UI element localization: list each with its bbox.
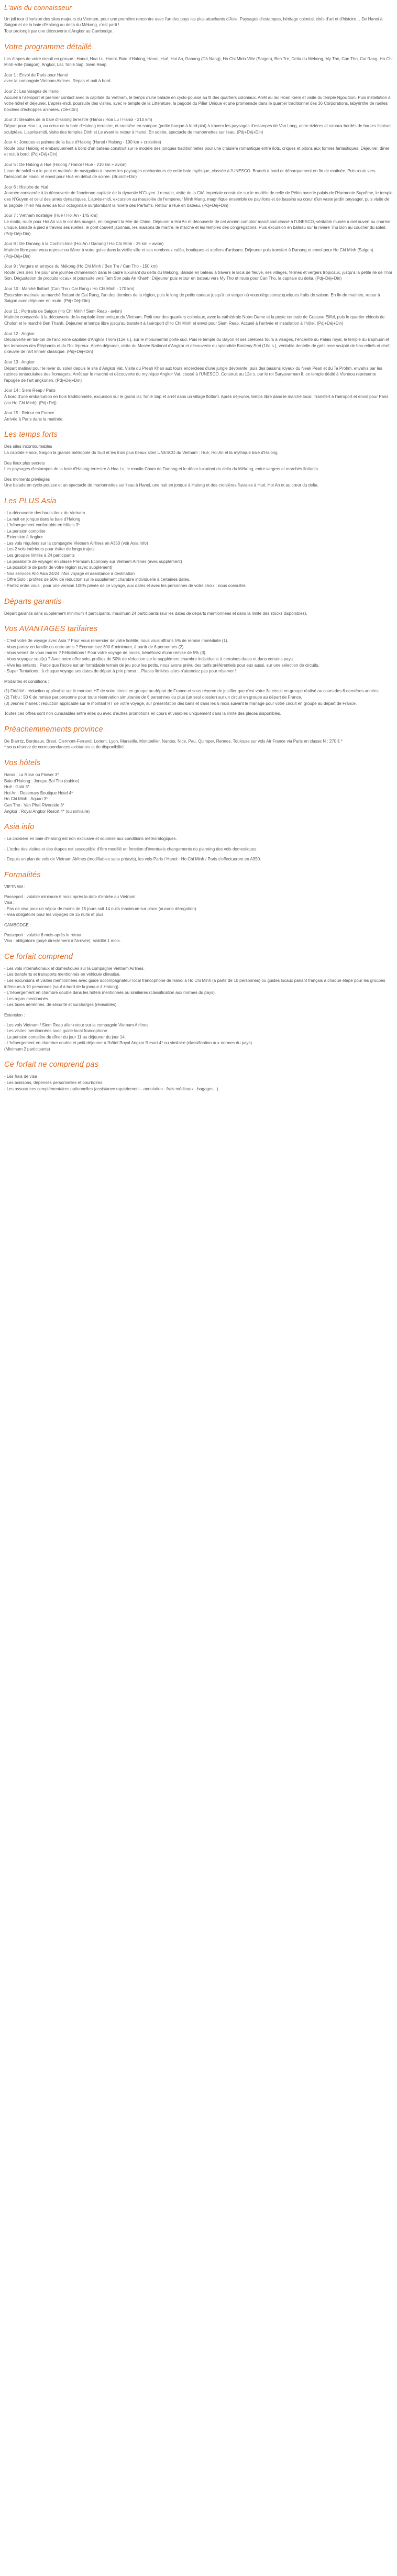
conditions-title: Modalités et conditions :: [4, 679, 49, 684]
plus-item: - La découverte des hauts-lieux du Vietnam: [4, 510, 85, 515]
day-title: Jour 11 : Portraits de Saigon (Ho Chi Minh / Siem Reap - avion): [4, 308, 122, 314]
included-item: - Les repas mentionnés.: [4, 996, 49, 1001]
itinerary-day: [4, 263, 393, 282]
plus-item: - Offre Solo : profitez de 50% de réduction sur le supplément chambre individuelle à certaines dates.: [4, 577, 191, 582]
plus-item: - Extension à Angkor: [4, 535, 43, 540]
extension-item: - La pension complète du dîner du jour 11 au déjeuner du jour 14.: [4, 1034, 126, 1040]
itinerary-day: [4, 388, 393, 406]
departures-section: [4, 596, 393, 617]
hotels-section: [4, 758, 393, 814]
day-text: Excursion matinale au marché flottant de Cai Rang, l'un des derniers de la région, puis le long de petits canaux jusqu'à un verger où vous dégusterez quelques fruits de saison. En fin de matinée, retour à Saigon avec déjeuner en route. (Pdj+Déj+Din): [4, 292, 380, 304]
day-text: Matinée consacrée à la découverte de la capitale économique du Vietnam. Petit tour des quartiers coloniaux, avec la cathédrale Notre-Dame et la poste centrale de Gustave Eiffel, puis le quartier chinois de Cholon et le marché Ben Thanh. Déjeuner et temps libre jusqu'au transfert à l'aéroport d'Ho Chi Minh et envol pour Siem Reap. Accueil à l'arrivée et installation à l'hôtel. (Pdj+Déj+Din): [4, 315, 385, 326]
province-title: Préacheminements province: [4, 725, 103, 734]
departures-text: Départ garantis sans supplément minimum 4 participants, maximum 24 participants (sur les dates de départs mentionnées et dans la limite des stocks disponibles).: [4, 611, 307, 616]
day-title: Jour 3 : Beautés de la baie d'Halong terrestre (Hanoi / Hoa Lu / Hanoi - 210 km): [4, 117, 152, 123]
highlights-title: Les temps forts: [4, 430, 58, 439]
itinerary-day: [4, 162, 393, 180]
extension-list: [4, 1022, 393, 1053]
itinerary-day: [4, 72, 393, 84]
hotel-item: Hué : Gold 3*: [4, 784, 30, 790]
day-text: Accueil à l'aéroport et premier contact avec la capitale du Vietnam, le temps d'une balade en cyclo-pousse au fil des quartiers coloniaux. Arrêt au lac Hoan Kiem et visite du temple Ngoc Son. Puis installation à votre hôtel et déjeuner. L'après-midi, poursuite des visites, avec le temple de la Littérature, la pagode du Pilier Unique et une promenade dans le quartier traditionnel des 36 Corporations, labyrinthe de ruelles bordées d'échoppes animées. (Dé+Din): [4, 95, 391, 112]
formality-item: Visa : obligatoire (payé directement à l'arrivée). Validité 1 mois.: [4, 938, 121, 944]
cambodge-label: CAMBODGE :: [4, 922, 31, 927]
advantage-item: - Vous venez de vous marier ? Félicitations ! Pour votre voyage de noces, bénéficiez d'une remise de 5% (3).: [4, 650, 207, 656]
condition-item: (1) Fidélité : réduction applicable sur le montant HT de votre circuit en groupe au départ de France et sous réserve de justifier que c'est votre 3e circuit en groupe réalisé au cours des 6 dernières années.: [4, 689, 380, 694]
itinerary-title: Votre programme détaillé: [4, 42, 92, 51]
intro-section: [4, 3, 393, 35]
day-text: Arrivée à Paris dans la matinée.: [4, 416, 64, 422]
province-section: [4, 724, 393, 750]
itinerary-day: [4, 139, 393, 158]
advantage-item: - C'est votre 3e voyage avec Asia ? Pour vous remercier de votre fidélité, nous vous offrons 5% de remise immédiate (1).: [4, 638, 228, 644]
day-text: Journée consacrée à la découverte de l'ancienne capitale de la dynastie N'Guyen. Le matin, visite de la Cité Impériale construite sur le modèle de celle de Pékin avec le palais de l'Harmonie Suprême, le temple des N'Guyen et celui des urnes dynastiques. L'après-midi, excursion au mausolée de l'empereur Minh Mang, magnifique ensemble de pavillons et de bassins au cœur d'un vaste jardin paysager, puis visite de la pagode Thien Mu avec sa tour octogonale surplombant la rivière des Parfums. Retour à Hué en bateau. (Pdj+Déj+Din): [4, 191, 393, 208]
day-title: Jour 1 : Envol de Paris pour Hanoi: [4, 72, 68, 78]
advantage-item: - Vous voyagez seul(e) ? Avec notre offre solo, profitez de 50% de réduction sur le supplément chambre individuelle à certaines dates et dans certains pays.: [4, 657, 294, 662]
plus-item: - La possibilité de partir de votre région (avec supplément): [4, 565, 113, 570]
excluded-list: [4, 1074, 393, 1092]
itinerary-day: [4, 286, 393, 304]
advantage-item: - Super Tentations : à chaque voyage ses dates de départ à prix promo… Places limitées alors n'attendez pas pour réserver !: [4, 669, 236, 674]
highlight-paragraph: Des lieux plus secrets Les paysages d'estampes de la baie d'Halong terrestre à Hoa Lu, le moulin Cham de Danang et le décor luxuriant du delta du Mékong, entre vergers et marchés flottants.: [4, 460, 319, 472]
itinerary-day: [4, 184, 393, 208]
excluded-section: [4, 1059, 393, 1092]
day-title: Jour 2 : Les visages de Hanoi: [4, 89, 60, 94]
included-item: - L'hébergement en chambre double dans les hôtels mentionnés ou similaires (classification aux normes du pays).: [4, 990, 216, 996]
formalities-title: Formalités: [4, 870, 41, 879]
day-title: Jour 14 : Siem Reap / Paris: [4, 388, 56, 393]
hotels-title: Vos hôtels: [4, 759, 41, 767]
advantages-title: Vos AVANTAGES tarifaires: [4, 625, 98, 634]
day-title: Jour 12 : Angkor: [4, 331, 35, 336]
plus-item: - Les 2 vols intérieurs pour éviter de longs trajets: [4, 547, 95, 552]
intro-text: Un joli tour d'horizon des sites majeurs du Vietnam, pour une première rencontre avec l'un des pays les plus attachants d'Asie. Paysages d'estampes, héritage colonial, cités d'art et d'histoire… De Hanoi à Saigon et de la baie d'Halong au delta du Mékong, c'est parti ! Tour prolongé par une découverte d'Angkor au Cambodge.: [4, 16, 383, 34]
excluded-item: - Les frais de visa: [4, 1074, 37, 1079]
itinerary-day: [4, 410, 393, 422]
day-text: Route pour Halong et embarquement à bord d'un bateau construit sur le modèle des jonques traditionnelles pour une croisière romantique entre îlots, criques et pitons aux formes fantastiques. Déjeuner, dîner et nuit à bord. (Pdj+Déj+Din): [4, 146, 390, 157]
advantages-note: Toutes ces offres sont non cumulables entre elles ou avec d'autres promotions en cours et valables uniquement dans la limite des places disponibles.: [4, 711, 281, 716]
formality-item: Visa :: [4, 900, 15, 905]
day-title: Jour 6 : Histoire de Hué: [4, 184, 49, 190]
cambodge-formalities: [4, 932, 393, 944]
included-item: - Les taxes aériennes, de sécurité et surcharges (révisables).: [4, 1002, 118, 1008]
day-title: Jour 7 : Vietnam nostalgie (Hué / Hoi An - 145 km): [4, 213, 98, 218]
included-title: Ce forfait comprend: [4, 952, 73, 961]
plus-list: [4, 510, 393, 589]
asiainfo-paragraph: - L'ordre des visites et des étapes est susceptible d'être modifié en fonction d'éventuels changements du planning des vols domestiques.: [4, 846, 258, 852]
day-text: À bord d'une embarcation en bois traditionnelle, excursion sur le grand lac Tonlé Sap et arrêt dans un village flottant. Après déjeuner, temps libre dans le marché local. Transfert à l'aéroport et envol pour Paris (via Ho Chi Minh). (Pdj+Déj): [4, 394, 389, 405]
day-text: Lever de soleil sur le pont et matinée de navigation à travers les paysages enchanteurs de cette baie mythique, classée à l'UNESCO. Brunch à bord et débarquement en fin de matinée. Puis route vers l'aéroport de Hanoi et envol pour Hué en début de soirée. (Brunch+Din): [4, 168, 376, 180]
formality-item: - Pas de visa pour un séjour de moins de 15 jours soit 14 nuits maximum sur place (aucune dérogation).: [4, 906, 197, 911]
day-title: Jour 13 : Angkor: [4, 359, 35, 364]
formality-item: Passeport : valable minimum 6 mois après la date d'entrée au Vietnam.: [4, 894, 137, 899]
advantages-section: [4, 624, 393, 717]
day-text: Départ pour Hoa Lu, au cœur de la baie d'Halong terrestre, et croisière en sampan (petite barque à fond plat) à travers les paysages d'estampes de Van Long, entre rizières et canaux bordés de hautes falaises sculptées. L'après-midi, visite des temples Dinh et Le avant le retour à Hanoi. En soirée, spectacle de marionnettes sur l'eau. (Pdj+Déj+Din): [4, 123, 392, 135]
day-text: Matinée libre pour vous reposer ou flâner à votre guise dans la vieille ville et ses nombreux cafés, boutiques et ateliers d'artisans. Déjeuner puis transfert à Danang et envol pour Ho Chi Minh (Saigon). (Pdj+Déj+Din): [4, 248, 374, 259]
vietnam-label: VIETNAM :: [4, 884, 26, 889]
plus-item: - Partez entre vous : pour une version 100% privée de ce voyage, aux dates et avec les personnes de votre choix : nous consulter.: [4, 583, 247, 589]
itinerary-section: [4, 42, 393, 423]
asiainfo-title: Asia info: [4, 823, 35, 832]
highlights-section: [4, 429, 393, 489]
extension-item: - Les visites mentionnées avec guide local francophone.: [4, 1029, 108, 1034]
itinerary-day: [4, 213, 393, 237]
included-section: [4, 952, 393, 1053]
day-text: Route vers Ben Tre pour une journée d'immersion dans le cadre luxuriant du delta du Mékong. Balade en bateau à travers le lacis de fleuve, ses villages, fermes et vergers tropicaux, jusqu'à la petite île de Thoi Son. Dégustation de produits locaux et poursuite vers Tam Son puis An Khanh. Déjeuner puis retour en bateau vers My Tho et route pour Can Tho, la capitale du delta. (Pdj+Déj+Din): [4, 270, 392, 281]
extension-item: (Minimum 2 participants): [4, 1046, 50, 1052]
included-item: - Les transferts et transports mentionnés en véhicule climatisé.: [4, 972, 120, 977]
itinerary-day: [4, 241, 393, 259]
plus-item: - La nuit en jonque dans la baie d'Halong: [4, 516, 81, 522]
plus-item: - Les vols réguliers sur la compagnie Vietnam Airlines en A350 (voir Asia Info): [4, 540, 148, 546]
excluded-item: - Les assurances complémentaires optionnelles (assistance rapatriement - annulation - frais médicaux - bagages...).: [4, 1086, 219, 1091]
advantage-item: - Vive les enfants ! Parce que l'école est un formidable terrain de jeu pour les petits, nous avons prévu des tarifs préférentiels pour eux aussi, sur une sélection de circuits.: [4, 662, 319, 668]
province-text: De Biarritz, Bordeaux, Brest, Clermont-Ferrand, Lorient, Lyon, Marseille, Montpellier, Nantes, Nice, Pau, Quimper, Rennes, Toulouse sur vols Air France via Paris en classe N : 270 € * * sous réserve de correspondances existantes et de disponibilité.: [4, 738, 343, 750]
day-title: Jour 10 : Marché flottant (Can Tho / Cai Rang / Ho Chi Minh - 170 km): [4, 286, 135, 292]
plus-item: - La pension complète: [4, 528, 46, 534]
day-text: Le matin, route pour Hoi An via le col des nuages, en longeant la Mer de Chine. Déjeuner à Hoi An et découverte de cet ancien comptoir marchand classé à l'UNESCO, véritable musée à ciel ouvert au charme unique. Balade à pied à travers ses ruelles, le pont couvert japonais, les maisons de maître, le marché et les temples des congrégations. Puis excursion en bateau sur la rivière Thu Bon au coucher du soleil. (Pdj+Déj+Din): [4, 219, 391, 236]
hotel-item: Can Tho : Van Phat Riverside 3*: [4, 802, 64, 808]
plus-item: - L'hébergement confortable en hôtels 3*: [4, 523, 80, 528]
asiainfo-section: [4, 822, 393, 863]
highlight-paragraph: Des moments privilégiés Une balade en cyclo-pousse et un spectacle de marionnettes sur l'eau à Hanoi, une nuit en jonque à Halong et des croisières fluviales à Hué, Hoi An et au cœur du delta.: [4, 477, 319, 488]
asiainfo-paragraph: - Depuis un plan de vols de Vietnam Airlines (modifiables sans préavis), les vols Paris / Hanoi - Ho Chi Minh / Paris s'effectueront en A350.: [4, 857, 261, 862]
page-content: [0, 0, 397, 1117]
formalities-section: [4, 870, 393, 944]
itinerary-day: [4, 331, 393, 355]
itinerary-day: [4, 359, 393, 383]
departures-title: Départs garantis: [4, 597, 62, 606]
day-title: Jour 5 : De Halong à Hué (Halong / Hanoi / Hué - 210 km + avion): [4, 162, 127, 167]
excluded-item: - Les boissons, dépenses personnelles et pourboires.: [4, 1080, 104, 1086]
itinerary-overview: Les étapes de votre circuit en groupe : Hanoi, Hoa Lu, Hanoi, Baie d'Halong, Hanoi, Hué, Hoi An, Danang (Dà Nang), Ho Chi Minh-Ville (Saigon), Ben Tre, Delta du Mékong, My Tho, Can Tho, Cai Rang, Ho Chi Minh-Ville (Saigon), Angkor, Lac Tonlé Sap, Siem Reap: [4, 56, 393, 68]
hotel-item: Hanoi : La Rose ou Flower 3*: [4, 772, 59, 778]
advantages-list: [4, 638, 393, 675]
hotel-item: Hoi An : Rosemary Boutique Hotel 4*: [4, 790, 73, 795]
condition-item: (3) Jeunes mariés : réduction applicable sur le montant HT de votre voyage, sur présentation des bans et dans les 6 mois suivant le mariage pour votre circuit en groupe au départ de France.: [4, 701, 357, 706]
asiainfo-paragraph: - La croisière en baie d'Halong est non exclusive et soumise aux conditions météorologiques.: [4, 836, 177, 842]
hotel-item: Baie d'Halong : Jonque Bai Tho (cabine): [4, 778, 80, 783]
day-title: Jour 8 : De Danang à la Cochinchine (Hoi An / Danang / Ho Chi Minh - 35 km + avion): [4, 241, 164, 247]
extension-item: - L'hébergement en chambre double et petit déjeuner à l'hôtel Royal Angkor Resort 4* ou similaire (classification aux normes du pays).: [4, 1041, 253, 1046]
day-text: Départ matinal pour le lever du soleil depuis le site d'Angkor Vat. Visite du Preah Khan aux tours encerclées d'une jungle dévorante, puis des bassins royaux du Neak Pean et du Ta Prohm, envahis par les racines tentaculaires des fromagers. Arrêt sur le marché et découverte du mythique Angkor Vat, classé à l'UNESCO. Construit au 12e s. par le roi Suryavarman II, ce temple dédié à Vishnou représente l'apogée de l'art angkorien. (Pdj+Déj+Din): [4, 366, 382, 383]
included-list: [4, 966, 393, 1008]
hotel-item: Ho Chi Minh : Aquari 3*: [4, 797, 48, 802]
itinerary-day: [4, 308, 393, 327]
plus-title: Les PLUS Asia: [4, 496, 57, 505]
hotels-list: [4, 772, 393, 814]
condition-item: (2) Tribu : 50 € de remise par personne pour toute réservation simultanée de 6 personnes ou plus (un seul dossier) sur un circuit en groupe au départ de France.: [4, 695, 302, 700]
day-title: Jour 4 : Jonques et palmes de la baie d'Halong (Hanoi / Halong - 190 km + croisière): [4, 140, 161, 145]
day-title: Jour 15 : Retour en France: [4, 411, 54, 416]
included-item: - Les vols internationaux et domestiques sur la compagnie Vietnam Airlines.: [4, 966, 145, 971]
itinerary-day: [4, 117, 393, 135]
intro-title: L'avis du connaisseur: [4, 4, 72, 12]
vietnam-formalities: [4, 894, 393, 918]
formality-item: Passeport : valable 6 mois après le retour.: [4, 932, 83, 937]
formality-item: - Visa obligatoire pour les voyages de 15 nuits et plus.: [4, 912, 105, 917]
day-text: Découverte en tuk-tuk de l'ancienne capitale d'Angkor Thom (12e s.), sur le monumental porte sud. Puis le temple du Bayon et ses célèbres tours à visages, l'enceinte du Palais royal, le temple du Baphuon et les terrasses des Éléphants et du Roi lépreux. Après déjeuner, visite du Musée National d'Angkor et découverte du splendide Banteay Srei (10e s.), véritable dentelle de grès rose sculpté de bas-reliefs et chef-d'œuvre de l'art khmer classique. (Pdj+Déj+Din): [4, 337, 391, 355]
plus-item: - La possibilité de voyager en classe Premium Economy sur Vietnam Airlines (avec supplément): [4, 559, 182, 564]
highlight-paragraph: Des sites incontournables La capitale Hanoi, Saigon la grande métropole du Sud et les trois plus beaux sites UNESCO du Vietnam : Hué, Hoi An et la mythique baie d'Halong.: [4, 444, 279, 455]
included-item: - Les excursions et visites mentionnées avec guide accompagnateur local francophone de Hanoi à Ho Chi Minh (à partir de 10 personnes) ou guides locaux parlant français à chaque étape pour les groupes inférieurs à 10 personnes (sauf à bord de la jonque à Halong).: [4, 978, 385, 989]
plus-item: - Nos services Allô Asia 24/24 infos voyage et assistance à destination: [4, 571, 135, 576]
extension-label: Extension :: [4, 1012, 25, 1018]
itinerary-day: [4, 89, 393, 113]
plus-section: [4, 496, 393, 589]
advantage-item: - Vous partez en famille ou entre amis ? Économisez 300 € minimum, à partir de 6 personnes (2): [4, 644, 184, 649]
day-title: Jour 9 : Vergers et arroyos du Mékong (Ho Chi Minh / Ben Tre / Can Tho - 150 km): [4, 264, 158, 269]
excluded-title: Ce forfait ne comprend pas: [4, 1060, 99, 1069]
day-text: avec la compagnie Vietnam Airlines. Repas et nuit à bord.: [4, 79, 112, 84]
itinerary-days: [4, 72, 393, 423]
extension-item: - Les vols Vietnam / Siem Reap aller-retour sur la compagnie Vietnam Airlines.: [4, 1022, 150, 1027]
conditions-list: [4, 688, 393, 706]
plus-item: - Les groupes limités à 24 participants: [4, 553, 75, 558]
hotel-item: Angkor : Royal Angkor Resort 4* (ou similaire): [4, 809, 90, 814]
